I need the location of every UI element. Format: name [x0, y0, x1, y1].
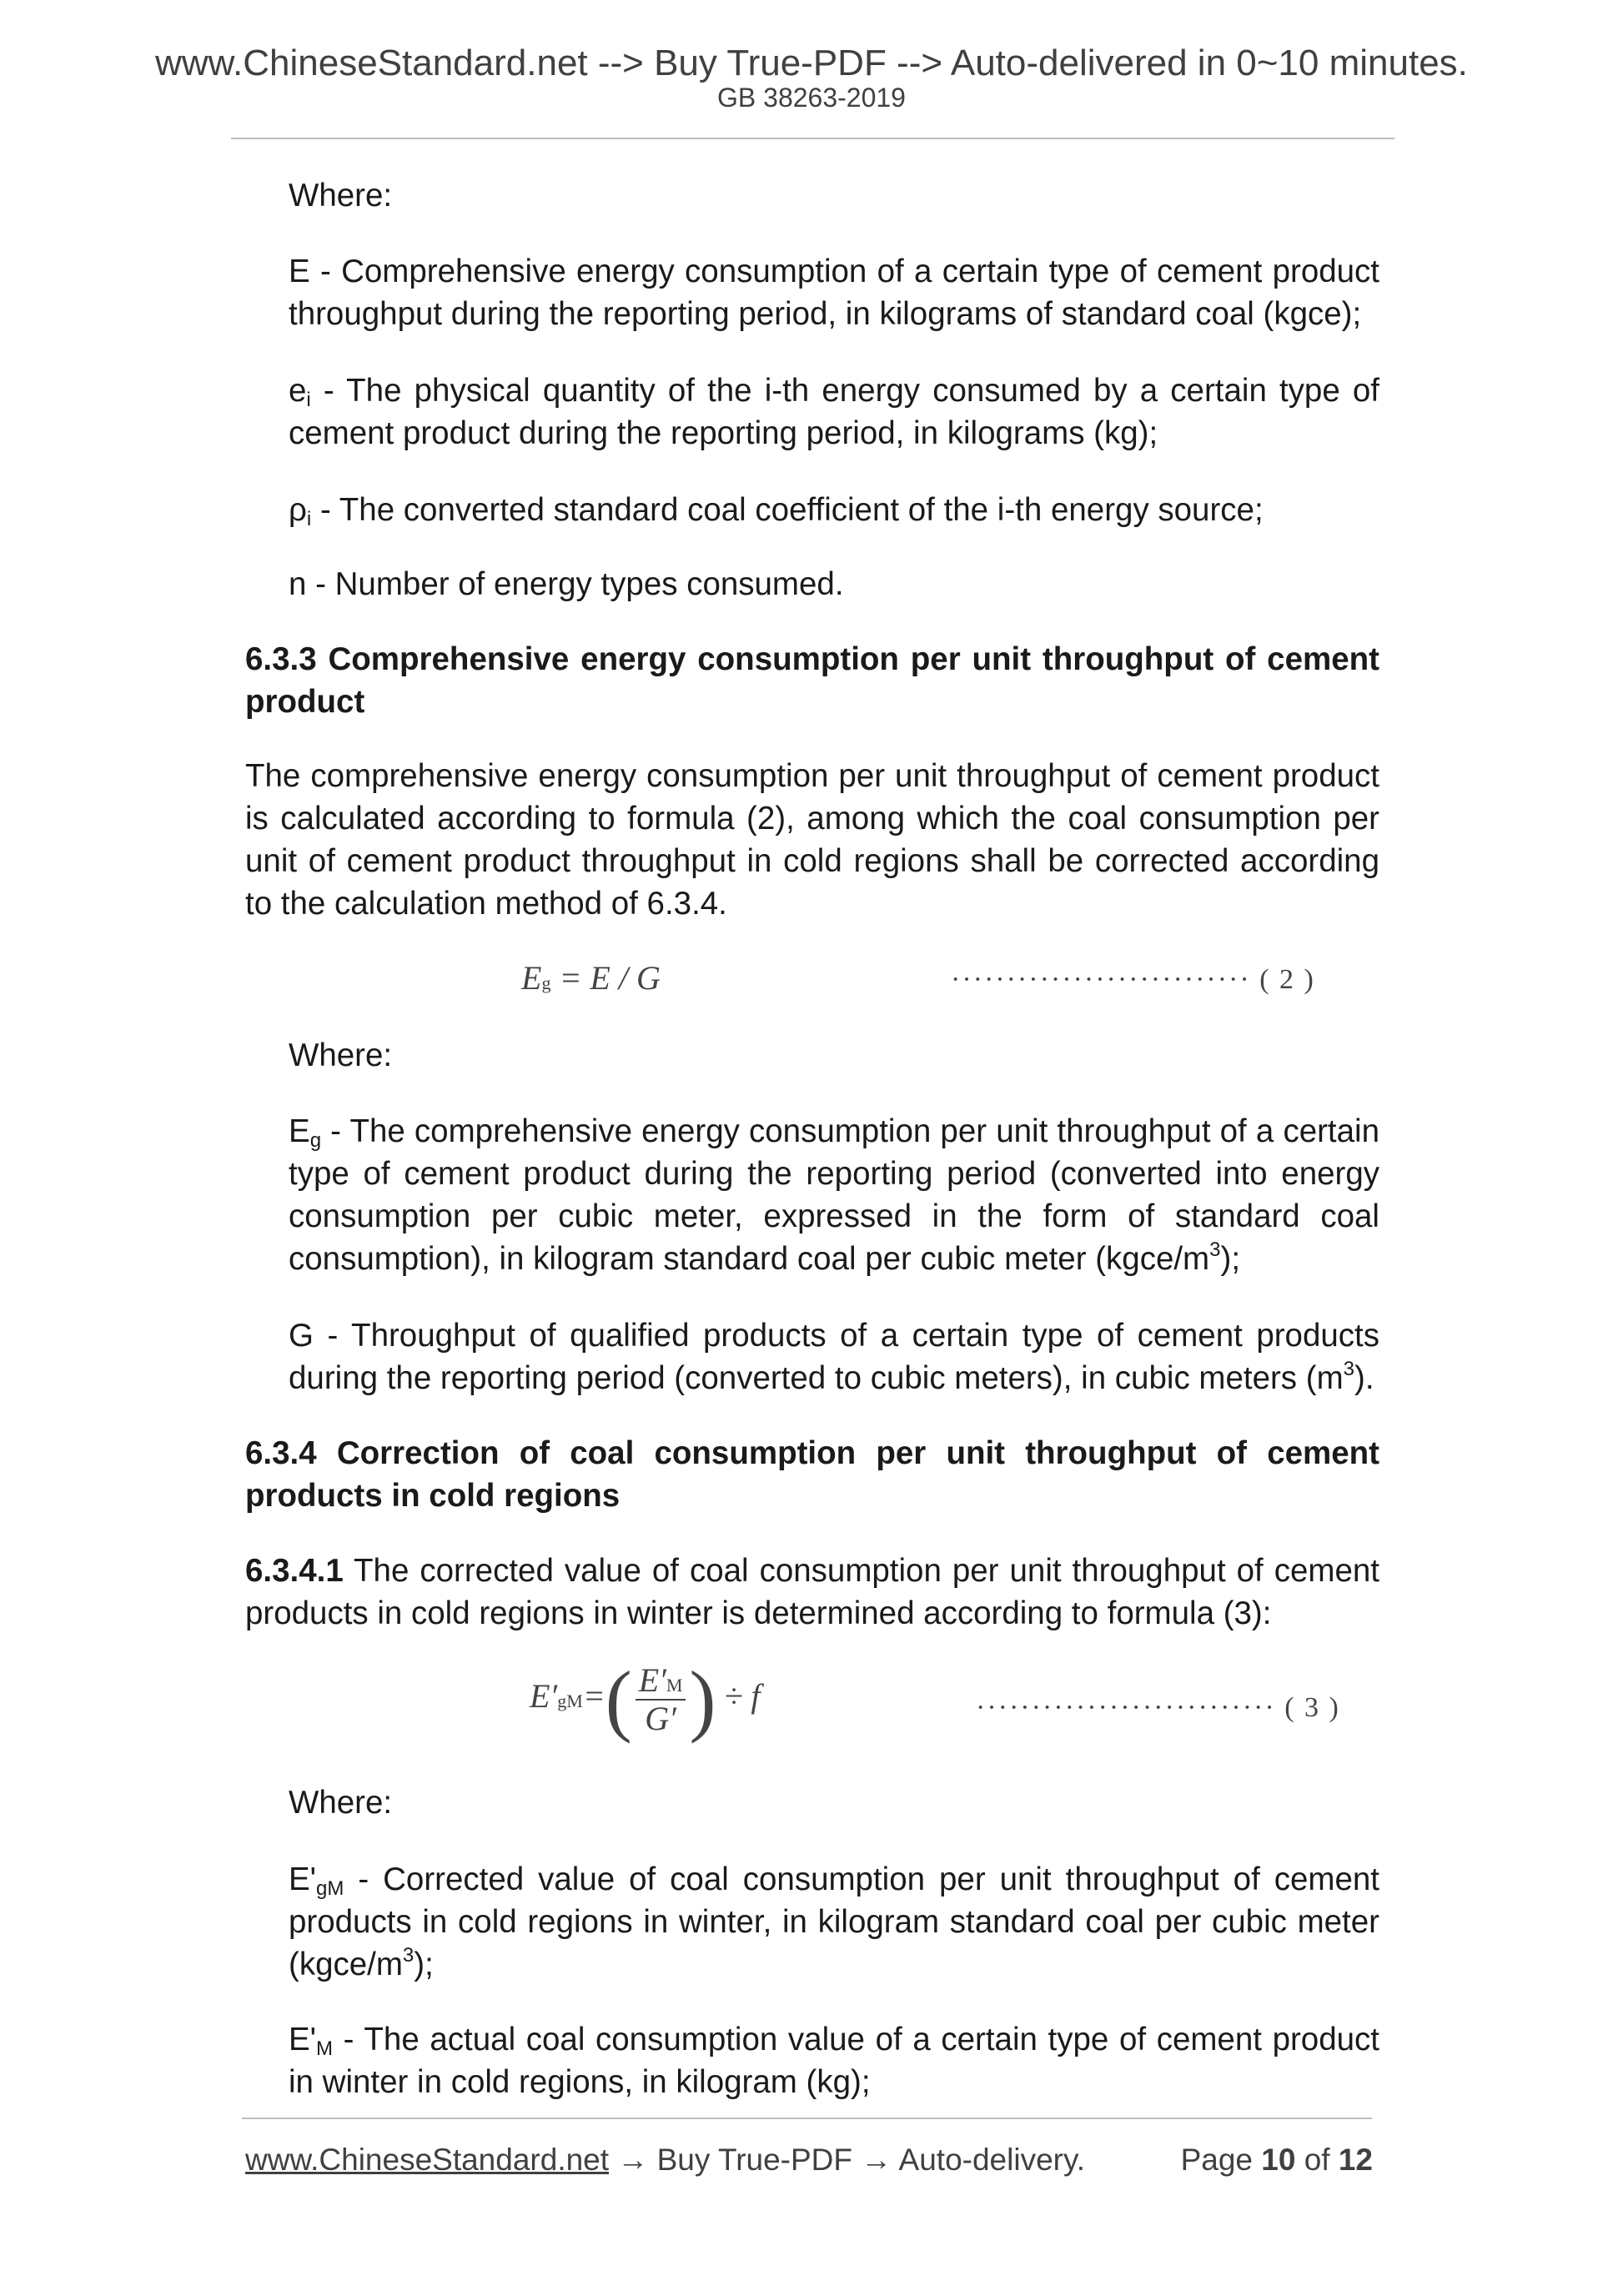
arrow-icon: →: [852, 2143, 899, 2177]
definition-EM: [289, 2018, 1379, 2103]
section-6-3-4-1: [245, 1550, 1379, 1635]
superscript: 3: [1209, 1238, 1221, 1261]
formula-lhs-subscript: gM: [557, 1691, 583, 1712]
definition-text: - Comprehensive energy consumption of a certain type of cement product throughput during the reporting period, in kilograms of standard coal (kgce);: [289, 254, 1379, 332]
subscript: i: [306, 508, 312, 530]
formula-equals: =: [582, 1677, 605, 1716]
formula-2: [521, 959, 661, 997]
formula-rhs: = E / G: [550, 959, 661, 997]
footer-rule: [242, 2118, 1372, 2119]
section-6-3-4-heading: 6.3.4 Correction of coal consumption per unit throughput of cement products in cold regions: [245, 1435, 1379, 1514]
numerator-symbol: E′: [638, 1661, 666, 1699]
header-rule: [231, 138, 1394, 139]
formula-lhs: E: [521, 959, 542, 997]
definition-text: - The comprehensive energy consumption per unit throughput of a certain type of cement product during the reporting period (converted into energy consumption per cubic meter, expressed in the form of standard coal consumption), in kilogram standard coal per cubic meter (kgce/m: [289, 1113, 1379, 1277]
footer-buy: Buy True-PDF: [656, 2143, 853, 2177]
page-label: Page: [1180, 2143, 1262, 2177]
symbol: E: [289, 1113, 310, 1149]
fraction: [636, 1661, 686, 1737]
right-paren: ): [689, 1655, 716, 1744]
subscript: gM: [316, 1877, 344, 1900]
formula-lhs-subscript: g: [541, 972, 551, 993]
definition-Eg: [289, 1110, 1379, 1280]
formula-3-number: ··························· ( 3 ): [976, 1692, 1340, 1723]
total-pages: 12: [1338, 2143, 1373, 2177]
definition-E: [289, 250, 1379, 335]
section-6-3-3-heading: 6.3.3 Comprehensive energy consumption per unit throughput of cement product: [245, 641, 1379, 720]
definition-EgM: [289, 1858, 1379, 1986]
page-of: of: [1295, 2143, 1339, 2177]
definition-text: - The converted standard coal coefficient of the i-th energy source;: [311, 492, 1264, 528]
subscript: g: [309, 1129, 322, 1152]
definition-G: [289, 1314, 1379, 1399]
definition-tail: );: [1220, 1241, 1241, 1277]
formula-lhs: E′: [530, 1677, 558, 1716]
where-label-3: Where:: [289, 1785, 393, 1821]
superscript: 3: [402, 1944, 415, 1967]
subscript: M: [316, 2037, 334, 2060]
divide-f: ÷ f: [724, 1677, 761, 1716]
symbol: E: [289, 254, 310, 289]
definition-text: G - Throughput of qualified products of a certain type of cement products during the reporting period (converted to cubic meters), in cubic meters (m: [289, 1318, 1379, 1396]
definition-rho: [289, 489, 1379, 531]
page-number: [1181, 2144, 1373, 2175]
definition-text: - The physical quantity of the i-th energy consumed by a certain type of cement product during the reporting period, in kilograms (kg);: [289, 373, 1379, 451]
denominator: G′: [645, 1700, 676, 1737]
definition-n: n - Number of energy types consumed.: [289, 566, 844, 602]
clause-number: 6.3.4.1: [245, 1553, 344, 1589]
footer-links: [245, 2144, 1085, 2175]
definition-tail: ).: [1354, 1360, 1374, 1396]
header-banner: www.ChineseStandard.net --> Buy True-PDF --> Auto-delivered in 0~10 minutes.: [155, 43, 1468, 83]
numerator-subscript: M: [666, 1675, 683, 1696]
numerator: [636, 1661, 686, 1701]
definition-text: - The actual coal consumption value of a certain type of cement product in winter in cold regions, in kilogram (kg);: [289, 2022, 1379, 2100]
formula-2-number: ··························· ( 2 ): [951, 964, 1315, 995]
left-paren: (: [605, 1655, 632, 1744]
symbol: e: [289, 373, 307, 409]
formula-3: [530, 1655, 761, 1744]
current-page: 10: [1261, 2143, 1296, 2177]
symbol: E': [289, 2022, 317, 2057]
standard-number: GB 38263-2019: [717, 83, 906, 113]
symbol: ρ: [289, 492, 307, 528]
footer-delivery: Auto-delivery.: [898, 2143, 1086, 2177]
clause-text: The corrected value of coal consumption per unit throughput of cement products in cold regions in winter is determined according to formula (3):: [245, 1553, 1379, 1631]
definition-ei: [289, 369, 1379, 455]
where-label-2: Where:: [289, 1037, 393, 1073]
definition-tail: );: [414, 1947, 434, 1982]
arrow-icon: →: [609, 2143, 657, 2177]
symbol: E': [289, 1861, 317, 1897]
subscript: i: [306, 389, 311, 411]
where-label-1: Where:: [289, 178, 393, 214]
definition-text: - Corrected value of coal consumption per unit throughput of cement products in cold regions in winter, in kilogram standard coal per cubic meter (kgce/m: [289, 1861, 1379, 1982]
superscript: 3: [1343, 1358, 1354, 1380]
section-6-3-3-body: The comprehensive energy consumption per unit throughput of cement product is calculated according to formula (2), among which the coal consumption per unit of cement product throughput in cold regions shall be corrected according to the calculation method of 6.3.4.: [245, 758, 1379, 922]
footer-site-link[interactable]: www.ChineseStandard.net: [245, 2143, 610, 2177]
